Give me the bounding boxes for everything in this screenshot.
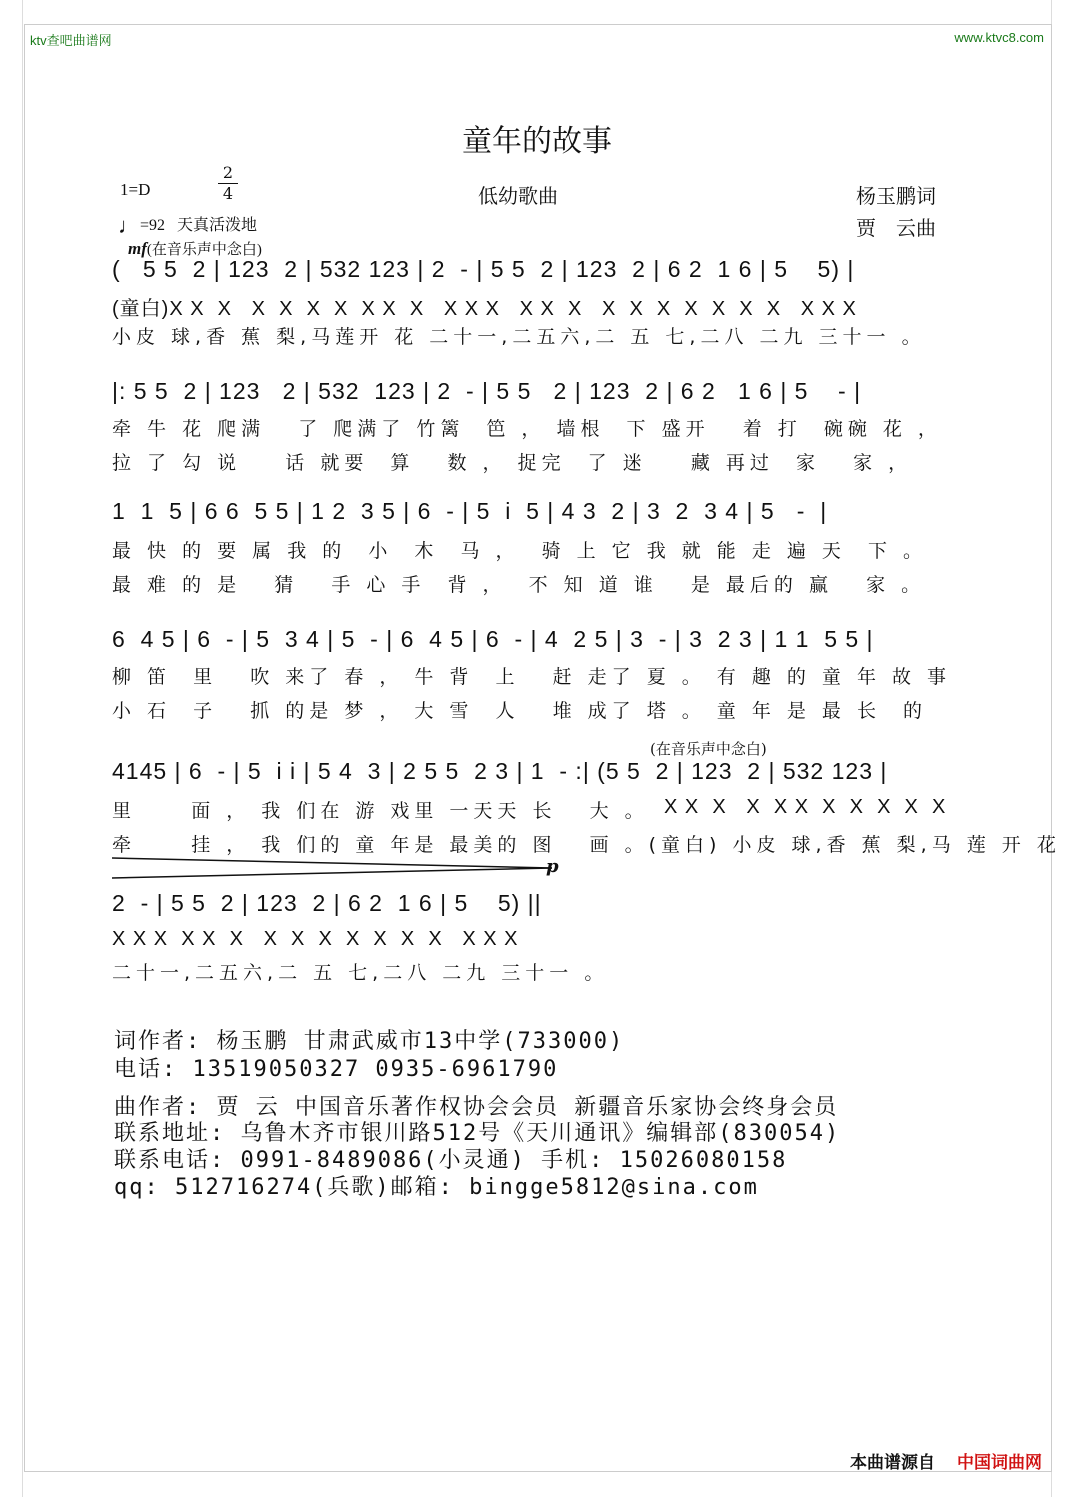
- score-line-2-melody: |: 5 5 2 | 123 2 | 532 123 | 2 - | 5 5 2 | 123 2 | 6 2 1 6 | 5 - |: [112, 378, 862, 404]
- composer-address: 联系地址: 乌鲁木齐市银川路512号《天川通讯》编辑部(830054): [114, 1121, 841, 1146]
- score-line-5-lyric-verse-2: 牵 挂 ， 我 们的 童 年是 最美的 图 画 。(童白) 小皮 球,香 蕉 梨,马 莲 开 花: [112, 834, 1061, 856]
- score-line-4-melody: 6 4 5 | 6 - | 5 3 4 | 5 - | 6 4 5 | 6 - | 4 2 5 | 3 - | 3 2 3 | 1 1 5 5 |: [112, 626, 874, 652]
- score-line-4-lyric-verse-2: 小 石 子 抓 的是 梦 ， 大 雪 人 堆 成了 塔 。 童 年 是 最 长 的: [112, 700, 928, 722]
- time-signature: [218, 164, 238, 203]
- score-line-3-lyric-verse-2: 最 难 的 是 猜 手 心 手 背 ， 不 知 道 谁 是 最后的 赢 家 。: [112, 574, 926, 596]
- site-name-left: ktv查吧曲谱网: [30, 33, 112, 48]
- expression-marking: 天真活泼地: [177, 217, 258, 234]
- score-line-2-lyric-verse-2: 拉 了 勾 说 话 就要 算 数 ， 捉完 了 迷 藏 再过 家 家 ，: [112, 452, 913, 474]
- lyricist-phone: 电话: 13519050327 0935-6961790: [114, 1057, 559, 1082]
- source-site-link[interactable]: 中国词曲网: [957, 1453, 1042, 1473]
- score-line-2-lyric-verse-1: 牵 牛 花 爬满 了 爬满了 竹篱 笆 ， 墙根 下 盛开 着 打 碗碗 花 ，: [112, 418, 942, 440]
- time-signature-bottom: 4: [222, 184, 234, 203]
- score-line-5-lyric-verse-1: 里 面 ， 我 们在 游 戏里 一天天 长 大 。: [112, 800, 649, 822]
- tempo-marking: [118, 212, 257, 239]
- score-line-5-melody: 4145 | 6 - | 5 i i | 5 4 3 | 2 5 5 2 3 | 1 - :| (5 5 2 | 123 2 | 532 123 |: [112, 758, 888, 784]
- composer-qq-email: qq: 512716274(兵歌)邮箱: bingge5812@sina.com: [114, 1175, 759, 1200]
- score-line-3-melody: 1 1 5 | 6 6 5 5 | 1 2 3 5 | 6 - | 5 i 5 | 4 3 2 | 3 2 3 4 | 5 - |: [112, 498, 828, 524]
- narration-note: (在音乐声中念白): [146, 242, 262, 258]
- score-line-3-lyric-verse-1: 最 快 的 要 属 我 的 小 木 马 ， 骑 上 它 我 就 能 走 遍 天 下 。: [112, 540, 928, 562]
- quarter-note-icon: ♩: [118, 213, 140, 238]
- right-margin-watermark: [1051, 0, 1074, 1497]
- dynamic-p: p: [546, 856, 559, 877]
- score-source: [850, 1448, 1042, 1473]
- site-url-right: www.ktvc8.com: [954, 30, 1044, 45]
- tempo-value: =92: [140, 217, 166, 234]
- score-line-6-rhythm: X X X X X X X X X X X X X X X X: [112, 928, 519, 950]
- key-signature: 1=D: [120, 180, 151, 199]
- composer-phone: 联系电话: 0991-8489086(小灵通) 手机: 15026080158: [114, 1148, 788, 1173]
- score-line-6-melody: 2 - | 5 5 2 | 123 2 | 6 2 1 6 | 5 5) ||: [112, 890, 542, 916]
- time-signature-top: 2: [222, 163, 234, 182]
- score-line-1-lyric: 小皮 球,香 蕉 梨,马莲开 花 二十一,二五六,二 五 七,二八 二九 三十一 。: [112, 326, 926, 348]
- left-margin-watermark: [0, 0, 23, 1497]
- song-title: 童年的故事: [462, 124, 612, 159]
- score-line-5-rhythm: X X X X X X X X X X X: [664, 796, 947, 818]
- narration-note-2: (在音乐声中念白): [650, 740, 767, 758]
- score-line-6-lyric: 二十一,二五六,二 五 七,二八 二九 三十一 。: [112, 962, 609, 984]
- song-genre: 低幼歌曲: [478, 184, 558, 208]
- decrescendo-hairpin-icon: [112, 856, 562, 880]
- score-line-1-melody: ( 5 5 2 | 123 2 | 532 123 | 2 - | 5 5 2 | 123 2 | 6 2 1 6 | 5 5) |: [112, 256, 855, 282]
- dynamic-mf: mf: [128, 239, 147, 258]
- composer-info: 曲作者: 贾 云 中国音乐著作权协会会员 新疆音乐家协会终身会员: [114, 1095, 839, 1120]
- composer-credit: 贾 云曲: [856, 216, 936, 240]
- score-line-1-rhythm: (童白)X X X X X X X X X X X X X X X X X X X X X X X X X X: [112, 298, 857, 320]
- lyricist-credit: 杨玉鹏词: [856, 184, 936, 208]
- source-label: 本曲谱源自: [850, 1453, 935, 1473]
- lyricist-contact: 词作者: 杨玉鹏 甘肃武威市13中学(733000): [114, 1029, 625, 1054]
- score-line-4-lyric-verse-1: 柳 笛 里 吹 来了 春 ， 牛 背 上 赶 走了 夏 。 有 趣 的 童 年 故 事: [112, 666, 952, 688]
